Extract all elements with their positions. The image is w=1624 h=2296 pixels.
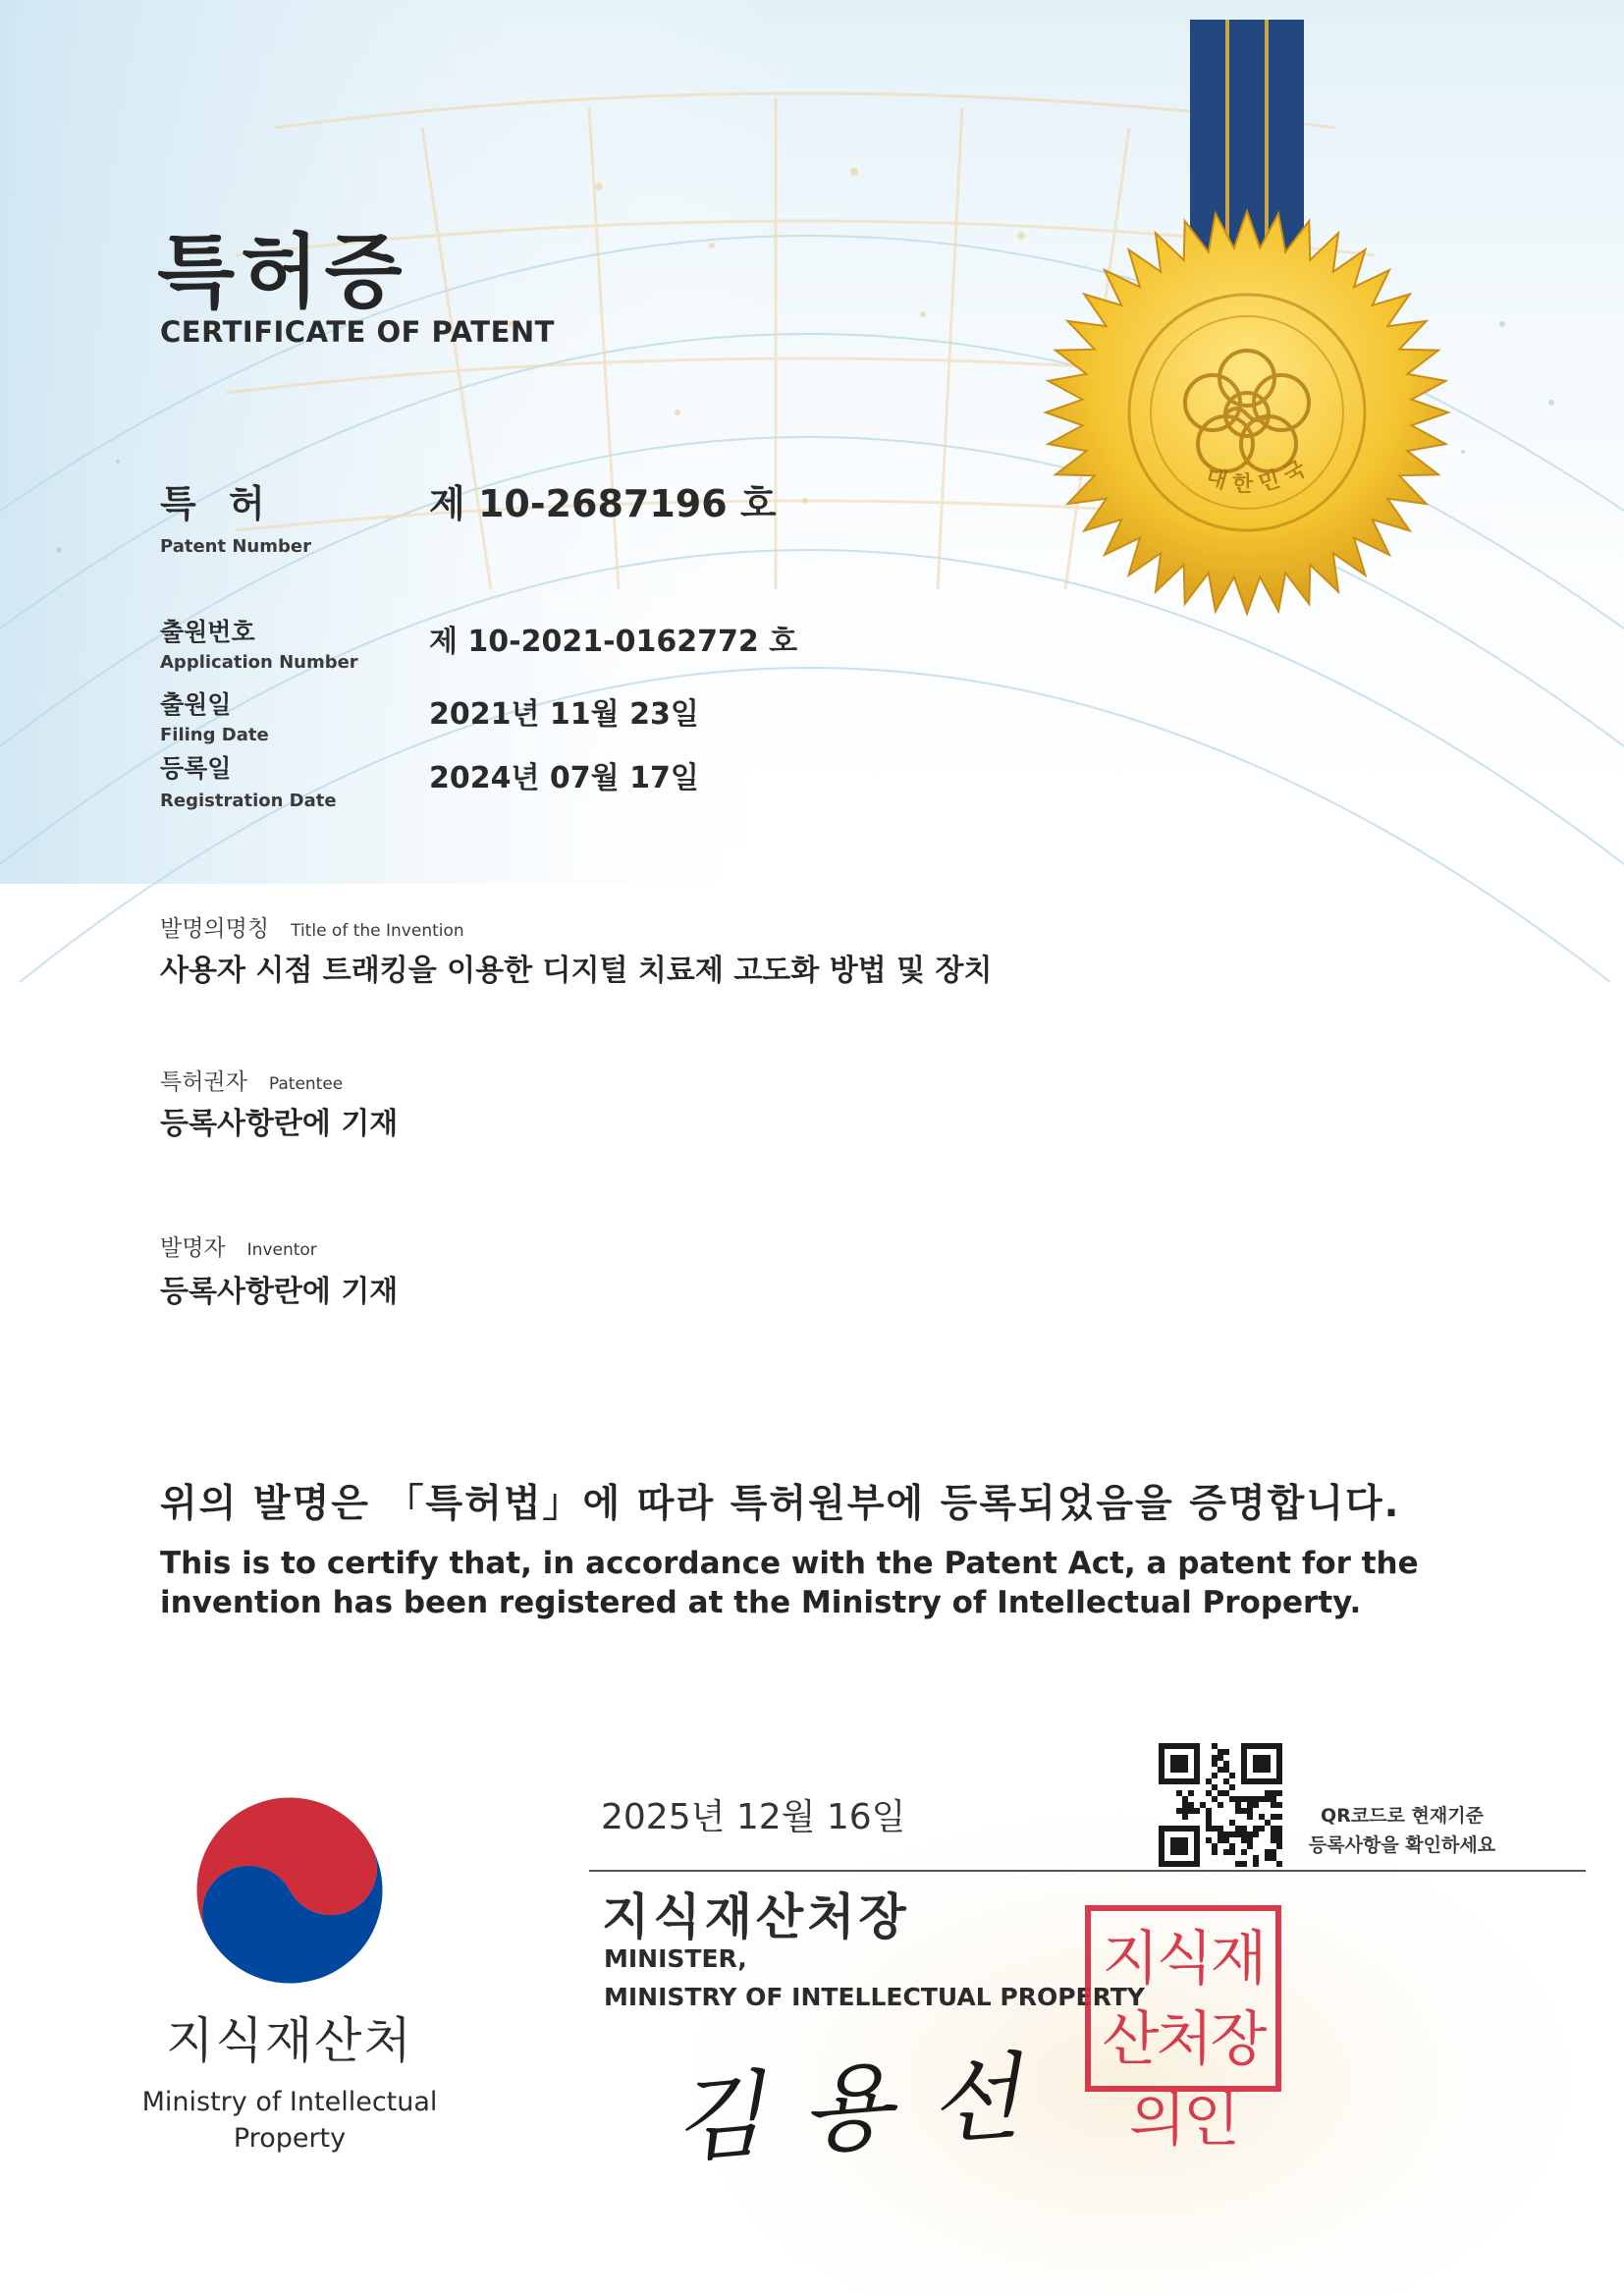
minister-title-en-line-2: MINISTRY OF INTELLECTUAL PROPERTY xyxy=(604,1983,1145,2011)
invention-title-label xyxy=(160,910,464,943)
patentee-label-en: Patentee xyxy=(268,1074,344,1094)
application-number-label-ko: 출원번호 xyxy=(160,618,255,646)
qr-code-note xyxy=(1304,1801,1500,1860)
filing-date-label-en: Filing Date xyxy=(160,725,269,745)
patent-number-label-ko: 특 허 xyxy=(160,482,275,525)
official-seal-text: 지식재산처장의인 xyxy=(1102,1925,1265,2155)
taegeuk-logo-icon xyxy=(187,1787,393,1994)
application-number-value: 제 10-2021-0162772 호 xyxy=(429,625,798,659)
minister-title-en-line-1: MINISTER, xyxy=(604,1944,747,1973)
invention-title-value: 사용자 시점 트래킹을 이용한 디지털 치료제 고도화 방법 및 장치 xyxy=(160,954,993,988)
certification-statement-ko: 위의 발명은 「특허법」에 따라 특허원부에 등록되었음을 증명합니다. xyxy=(160,1482,1401,1526)
certification-statement-en: This is to certify that, in accordance with the Patent Act, a patent for the invention has been registered at the Ministry of Intellectual Property. xyxy=(160,1546,1419,1620)
signature-divider xyxy=(589,1870,1586,1872)
official-red-seal xyxy=(1085,1905,1281,2155)
invention-title-label-ko: 발명의명칭 xyxy=(160,916,270,942)
qr-note-line-1: QR코드로 현재기준 xyxy=(1321,1805,1484,1827)
minister-title-ko: 지식재산처장 xyxy=(602,1888,910,1945)
filing-date-label-ko: 출원일 xyxy=(160,690,232,719)
minister-signature: 김용선 xyxy=(669,2039,1061,2176)
patentee-value: 등록사항란에 기재 xyxy=(160,1107,399,1141)
patentee-label-ko: 특허권자 xyxy=(160,1069,247,1095)
patent-number-label-en: Patent Number xyxy=(160,536,311,557)
inventor-label xyxy=(160,1230,317,1262)
ministry-logo-name-ko: 지식재산처 xyxy=(166,2012,413,2069)
registration-date-label-en: Registration Date xyxy=(160,791,337,811)
application-number-label-en: Application Number xyxy=(160,652,358,673)
invention-title-label-en: Title of the Invention xyxy=(291,921,464,941)
issue-date: 2025년 12월 16일 xyxy=(601,1797,906,1837)
filing-date-value: 2021년 11월 23일 xyxy=(429,697,699,732)
certificate-title-ko: 특허증 xyxy=(157,226,408,319)
patent-number-value: 제 10-2687196 호 xyxy=(429,482,777,525)
qr-note-line-2: 등록사항을 확인하세요 xyxy=(1308,1834,1496,1856)
registration-date-label-ko: 등록일 xyxy=(160,754,232,783)
inventor-label-ko: 발명자 xyxy=(160,1235,226,1261)
ministry-logo-name-en: Ministry of Intellectual Property xyxy=(141,2087,438,2154)
gold-medal-seal xyxy=(1041,206,1453,619)
patentee-label xyxy=(160,1064,343,1096)
certificate-title-en: CERTIFICATE OF PATENT xyxy=(160,315,555,349)
inventor-value: 등록사항란에 기재 xyxy=(160,1275,399,1309)
qr-code-icon[interactable] xyxy=(1159,1743,1282,1867)
inventor-label-en: Inventor xyxy=(246,1240,317,1260)
registration-date-value: 2024년 07월 17일 xyxy=(429,761,699,795)
medal-emblem-text: 대한민국 xyxy=(1203,453,1318,498)
